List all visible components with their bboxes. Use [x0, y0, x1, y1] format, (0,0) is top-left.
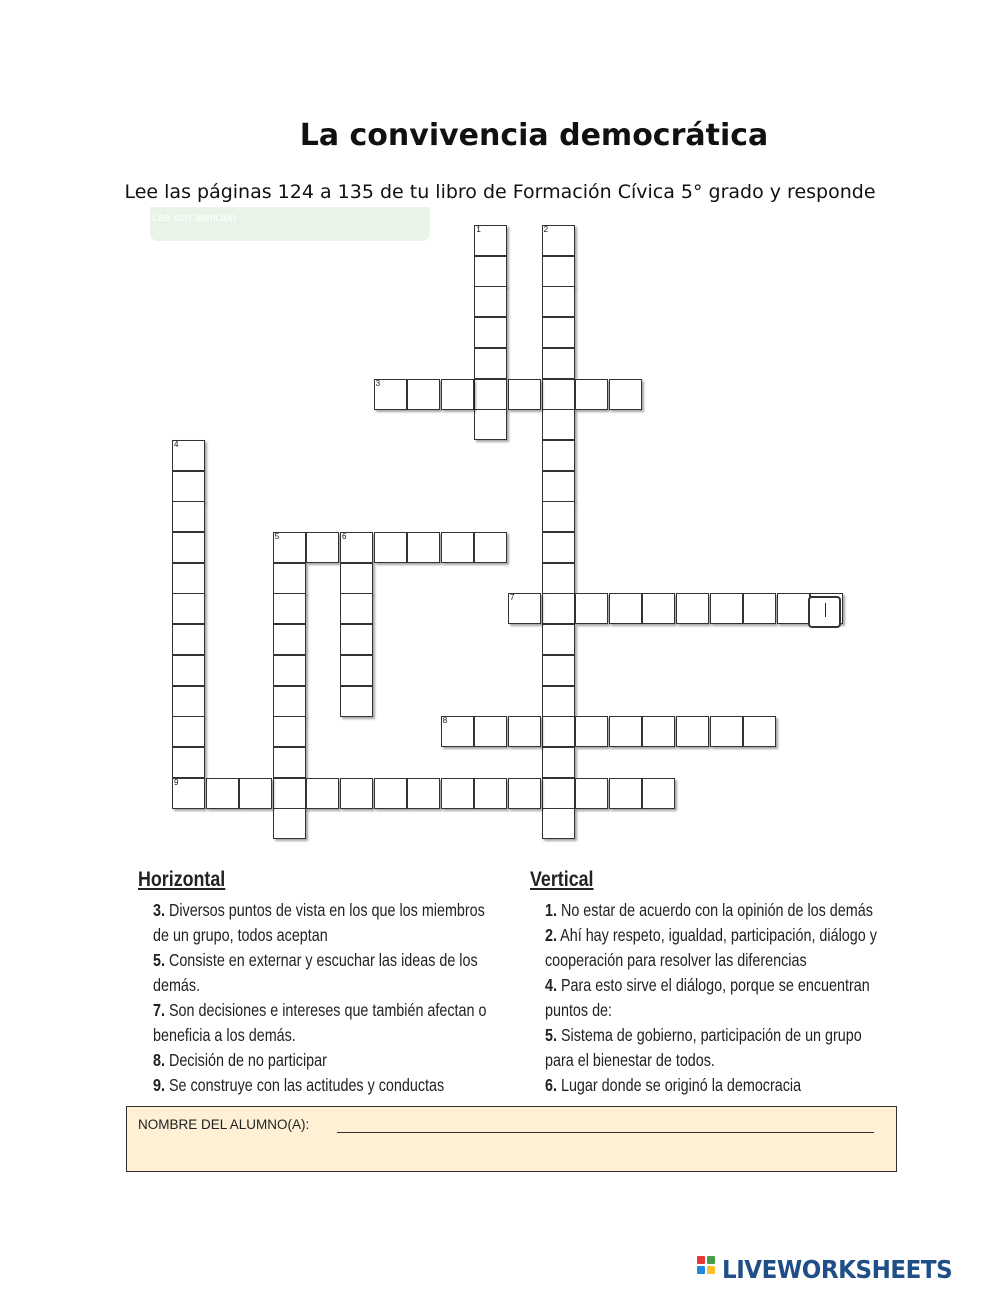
crossword-cell[interactable] — [508, 778, 541, 809]
clue-text: beneficia a los demás. — [153, 1025, 296, 1045]
crossword-cell[interactable] — [273, 593, 306, 624]
crossword-cell[interactable] — [575, 593, 608, 624]
crossword-cell-input[interactable] — [442, 717, 473, 746]
crossword-cell-input[interactable] — [375, 533, 406, 562]
clue-number-label: 6. — [545, 1075, 557, 1095]
crossword-cell-input[interactable] — [543, 779, 574, 808]
instructions-text: Lee las páginas 124 a 135 de tu libro de Formación Cívica 5° grado y responde — [124, 181, 876, 203]
crossword-cell[interactable] — [642, 778, 675, 809]
crossword-cell-input[interactable] — [509, 717, 540, 746]
clue-number-label: 5. — [153, 950, 165, 970]
crossword-cell[interactable] — [172, 471, 205, 502]
crossword-cell[interactable] — [710, 716, 743, 747]
crossword-cell-input[interactable] — [744, 594, 775, 623]
crossword-cell-input[interactable] — [274, 625, 305, 654]
crossword-cell-input[interactable] — [543, 717, 574, 746]
crossword-cell[interactable] — [172, 532, 205, 563]
vertical-clue — [545, 1073, 877, 1098]
horizontal-clue — [153, 948, 486, 973]
crossword-cell[interactable] — [542, 225, 575, 256]
crossword-cell-input[interactable] — [274, 533, 305, 562]
crossword-cell-input[interactable] — [677, 594, 708, 623]
clue-number: 8 — [442, 716, 448, 726]
crossword-cell[interactable] — [273, 624, 306, 655]
crossword-cell[interactable] — [542, 471, 575, 502]
crossword-cell[interactable] — [273, 808, 306, 839]
crossword-cell-input[interactable] — [475, 318, 506, 347]
crossword-cell[interactable] — [743, 716, 776, 747]
crossword-cell[interactable] — [474, 532, 507, 563]
crossword-cell[interactable] — [575, 778, 608, 809]
vertical-clue — [545, 898, 877, 923]
crossword-cell-input[interactable] — [509, 779, 540, 808]
crossword-cell-input[interactable] — [509, 594, 540, 623]
crossword-cell-input[interactable] — [173, 502, 204, 531]
crossword-cell-input[interactable] — [408, 380, 439, 409]
vertical-clue — [545, 998, 877, 1023]
crossword-cell[interactable] — [542, 624, 575, 655]
crossword-cell[interactable] — [340, 655, 373, 686]
crossword-cell[interactable] — [642, 593, 675, 624]
crossword-cell-input[interactable] — [173, 779, 204, 808]
clue-number: 6 — [342, 532, 347, 541]
horizontal-clue — [153, 898, 486, 923]
crossword-cell[interactable] — [575, 716, 608, 747]
crossword-cell[interactable] — [172, 655, 205, 686]
crossword-cell-input[interactable] — [509, 380, 540, 409]
crossword-cell[interactable] — [743, 593, 776, 624]
crossword-cell-input[interactable] — [475, 257, 506, 286]
crossword-cell[interactable] — [508, 593, 541, 624]
clue-text: Ahí hay respeto, igualdad, participación, diálogo y — [556, 925, 877, 945]
crossword-cell-input[interactable] — [475, 410, 506, 439]
crossword-cell[interactable] — [676, 593, 709, 624]
crossword-cell[interactable] — [340, 686, 373, 717]
crossword-cell-input[interactable] — [543, 410, 574, 439]
crossword-cell-input[interactable] — [475, 380, 506, 409]
crossword-cell-input[interactable] — [375, 779, 406, 808]
crossword-cell-input[interactable] — [173, 717, 204, 746]
crossword-cell-input[interactable] — [543, 687, 574, 716]
crossword-cell-input[interactable] — [442, 380, 473, 409]
crossword-cell-input[interactable] — [643, 717, 674, 746]
crossword-cell[interactable] — [374, 532, 407, 563]
crossword-cell[interactable] — [340, 778, 373, 809]
crossword-cell-input[interactable] — [341, 779, 372, 808]
crossword-cell-input[interactable] — [543, 226, 574, 255]
crossword-cell[interactable] — [340, 624, 373, 655]
clue-number: 1 — [476, 225, 481, 234]
crossword-cell[interactable] — [441, 379, 474, 410]
vertical-clue — [545, 1048, 877, 1073]
crossword-cell-input[interactable] — [543, 287, 574, 316]
crossword-cell-input[interactable] — [173, 472, 204, 501]
clue-number: 9 — [174, 777, 179, 787]
crossword-cell-input[interactable] — [274, 687, 305, 716]
crossword-cell[interactable] — [542, 317, 575, 348]
crossword-cell[interactable] — [172, 593, 205, 624]
crossword-cell[interactable] — [239, 778, 272, 809]
crossword-cell-input[interactable] — [643, 779, 674, 808]
crossword-cell[interactable] — [172, 716, 205, 747]
crossword-cell[interactable] — [374, 379, 407, 410]
crossword-cell[interactable] — [474, 317, 507, 348]
crossword-cell-input[interactable] — [475, 226, 506, 255]
crossword-cell[interactable] — [441, 716, 474, 747]
crossword-cell[interactable] — [273, 532, 306, 563]
logo-text: LIVEWORKSHEETS — [722, 1254, 953, 1284]
clue-text: demás. — [153, 975, 201, 995]
crossword-cell-input[interactable] — [475, 717, 506, 746]
faded-banner-text: Lee con atención — [152, 212, 236, 224]
crossword-cell-input[interactable] — [173, 687, 204, 716]
crossword-cell-input[interactable] — [576, 779, 607, 808]
horizontal-clue — [153, 1048, 486, 1073]
page-title: La convivencia democrática — [299, 118, 769, 153]
clue-number-label: 4. — [545, 975, 557, 995]
clue-text: para el bienestar de todos. — [545, 1050, 715, 1070]
crossword-cell-input[interactable] — [173, 564, 204, 593]
crossword-cell-input[interactable] — [307, 533, 338, 562]
crossword-cell-input[interactable] — [341, 656, 372, 685]
clue-number-label: 3. — [153, 900, 165, 920]
crossword-cell[interactable] — [542, 501, 575, 532]
horizontal-clue — [153, 998, 486, 1023]
crossword-cell-input[interactable] — [341, 594, 372, 623]
crossword-cell[interactable] — [407, 379, 440, 410]
crossword-cell-input[interactable] — [543, 349, 574, 378]
crossword-cell[interactable] — [474, 225, 507, 256]
crossword-cell-input[interactable] — [375, 380, 406, 409]
crossword-cell[interactable] — [340, 563, 373, 594]
crossword-cell-input[interactable] — [543, 748, 574, 777]
crossword-cell-input[interactable] — [341, 625, 372, 654]
crossword-cell-input[interactable] — [173, 594, 204, 623]
horizontal-heading: Horizontal — [138, 868, 226, 891]
crossword-cell[interactable] — [273, 747, 306, 778]
crossword-cell-input[interactable] — [610, 779, 641, 808]
crossword-cell[interactable] — [542, 256, 575, 287]
clue-text: puntos de: — [545, 1000, 613, 1020]
vertical-clue — [545, 973, 877, 998]
crossword-cell[interactable] — [542, 716, 575, 747]
active-answer-cell[interactable] — [808, 596, 841, 628]
crossword-cell-input[interactable] — [274, 779, 305, 808]
crossword-cell[interactable] — [609, 716, 642, 747]
crossword-cell-input[interactable] — [173, 625, 204, 654]
crossword-cell[interactable] — [676, 716, 709, 747]
clue-text: cooperación para resolver las diferencias — [545, 950, 807, 970]
liveworksheets-logo — [697, 1254, 972, 1284]
crossword-cell-input[interactable] — [543, 564, 574, 593]
clue-number: 3 — [375, 378, 381, 388]
crossword-cell-input[interactable] — [643, 594, 674, 623]
crossword-cell-input[interactable] — [274, 564, 305, 593]
crossword-cell[interactable] — [474, 256, 507, 287]
crossword-cell[interactable] — [340, 593, 373, 624]
crossword-cell-input[interactable] — [274, 717, 305, 746]
crossword-cell-input[interactable] — [610, 380, 641, 409]
crossword-cell-input[interactable] — [240, 779, 271, 808]
crossword-cell[interactable] — [474, 286, 507, 317]
crossword-cell-input[interactable] — [274, 809, 305, 838]
crossword-cell[interactable] — [206, 778, 239, 809]
crossword-cell-input[interactable] — [475, 349, 506, 378]
crossword-cell-input[interactable] — [543, 533, 574, 562]
crossword-cell-input[interactable] — [711, 717, 742, 746]
crossword-cell-input[interactable] — [711, 594, 742, 623]
clue-text: Diversos puntos de vista en los que los miembros — [164, 900, 485, 920]
crossword-cell[interactable] — [542, 747, 575, 778]
crossword-cell[interactable] — [609, 778, 642, 809]
clue-text: Decisión de no participar — [164, 1050, 327, 1070]
crossword-cell[interactable] — [542, 563, 575, 594]
crossword-cell-input[interactable] — [610, 594, 641, 623]
crossword-cell[interactable] — [172, 563, 205, 594]
horizontal-clue — [153, 973, 486, 998]
student-name-label: NOMBRE DEL ALUMNO(A): — [138, 1117, 310, 1132]
crossword-cell-input[interactable] — [408, 533, 439, 562]
crossword-cell-input[interactable] — [475, 533, 506, 562]
student-name-box — [126, 1106, 897, 1172]
clue-text: Son decisiones e intereses que también afectan o — [164, 1000, 487, 1020]
crossword-cell-input[interactable] — [307, 779, 338, 808]
crossword-cell-input[interactable] — [744, 717, 775, 746]
vertical-heading: Vertical — [530, 868, 594, 891]
crossword-cell-input[interactable] — [576, 594, 607, 623]
crossword-cell-input[interactable] — [543, 472, 574, 501]
clue-number-label: 8. — [153, 1050, 165, 1070]
crossword-cell-input[interactable] — [576, 380, 607, 409]
crossword-cell-input[interactable] — [778, 594, 809, 623]
clue-text: de un grupo, todos aceptan — [153, 925, 328, 945]
crossword-cell-input[interactable] — [173, 656, 204, 685]
crossword-cell[interactable] — [172, 686, 205, 717]
clue-text: No estar de acuerdo con la opinión de los demás — [556, 900, 873, 920]
crossword-cell-input[interactable] — [543, 625, 574, 654]
crossword-cell-input[interactable] — [543, 656, 574, 685]
clue-number: 5 — [274, 532, 280, 541]
crossword-cell[interactable] — [172, 778, 205, 809]
crossword-cell-input[interactable] — [543, 441, 574, 470]
horizontal-clue — [153, 1023, 486, 1048]
crossword-cell[interactable] — [710, 593, 743, 624]
crossword-cell-input[interactable] — [173, 533, 204, 562]
crossword-cell[interactable] — [374, 778, 407, 809]
crossword-cell[interactable] — [542, 808, 575, 839]
crossword-cell[interactable] — [609, 593, 642, 624]
crossword-cell-input[interactable] — [543, 380, 574, 409]
clue-number-label: 1. — [545, 900, 557, 920]
crossword-cell[interactable] — [474, 348, 507, 379]
crossword-cell-input[interactable] — [274, 656, 305, 685]
crossword-cell[interactable] — [172, 747, 205, 778]
crossword-cell[interactable] — [542, 440, 575, 471]
clue-text: Para esto sirve el diálogo, porque se encuentran — [556, 975, 870, 995]
crossword-cell[interactable] — [508, 379, 541, 410]
crossword-cell[interactable] — [542, 593, 575, 624]
crossword-cell[interactable] — [172, 501, 205, 532]
crossword-cell[interactable] — [542, 778, 575, 809]
crossword-cell[interactable] — [508, 716, 541, 747]
crossword-cell-input[interactable] — [173, 748, 204, 777]
crossword-cell[interactable] — [441, 532, 474, 563]
crossword-cell[interactable] — [273, 655, 306, 686]
crossword-cell-input[interactable] — [576, 717, 607, 746]
vertical-clues — [530, 868, 950, 1098]
clue-number: 2 — [543, 225, 549, 234]
clue-number-label: 2. — [545, 925, 557, 945]
crossword-cell[interactable] — [273, 686, 306, 717]
crossword-cell[interactable] — [273, 778, 306, 809]
crossword-cell-input[interactable] — [341, 564, 372, 593]
crossword-cell-input[interactable] — [543, 594, 574, 623]
horizontal-clue — [153, 923, 486, 948]
crossword-cell[interactable] — [474, 409, 507, 440]
clue-number-label: 9. — [153, 1075, 165, 1095]
crossword-cell[interactable] — [474, 716, 507, 747]
crossword-cell-input[interactable] — [274, 594, 305, 623]
crossword-cell[interactable] — [407, 532, 440, 563]
crossword-cell[interactable] — [609, 379, 642, 410]
crossword-cell[interactable] — [575, 379, 608, 410]
crossword-cell[interactable] — [542, 686, 575, 717]
clue-number: 4 — [174, 439, 179, 449]
crossword-cell-input[interactable] — [408, 779, 439, 808]
crossword-cell-input[interactable] — [274, 748, 305, 777]
clue-text: Sistema de gobierno, participación de un grupo — [556, 1025, 862, 1045]
horizontal-clues — [138, 868, 560, 1098]
crossword-cell[interactable] — [172, 624, 205, 655]
crossword-cell-input[interactable] — [442, 779, 473, 808]
crossword-cell[interactable] — [306, 532, 339, 563]
clue-number-label: 7. — [153, 1000, 165, 1020]
crossword-cell-input[interactable] — [442, 533, 473, 562]
vertical-clue — [545, 948, 877, 973]
crossword-cell-input[interactable] — [543, 502, 574, 531]
logo-icon — [697, 1256, 719, 1282]
crossword-cell[interactable] — [542, 532, 575, 563]
clue-text: Lugar donde se originó la democracia — [556, 1075, 802, 1095]
horizontal-clue — [153, 1073, 486, 1098]
crossword-cell[interactable] — [407, 778, 440, 809]
clue-text: Se construye con las actitudes y conductas — [164, 1075, 445, 1095]
crossword-cell[interactable] — [474, 379, 507, 410]
crossword-cell[interactable] — [474, 778, 507, 809]
vertical-clue — [545, 923, 877, 948]
clue-number: 7 — [510, 593, 515, 603]
crossword-cell[interactable] — [306, 778, 339, 809]
crossword-cell[interactable] — [542, 379, 575, 410]
crossword-cell-input[interactable] — [543, 809, 574, 838]
crossword-cell[interactable] — [542, 286, 575, 317]
crossword-cell-input[interactable] — [341, 687, 372, 716]
clue-text: Consiste en externar y escuchar las ideas de los — [164, 950, 478, 970]
crossword-cell-input[interactable] — [543, 257, 574, 286]
crossword-cell[interactable] — [642, 716, 675, 747]
crossword-cell[interactable] — [441, 778, 474, 809]
crossword-cell[interactable] — [273, 563, 306, 594]
crossword-cell[interactable] — [542, 655, 575, 686]
crossword-cell[interactable] — [172, 440, 205, 471]
crossword-cell[interactable] — [273, 716, 306, 747]
crossword-cell-input[interactable] — [173, 441, 204, 470]
crossword-cell[interactable] — [542, 409, 575, 440]
crossword-cell-input[interactable] — [543, 318, 574, 347]
crossword-cell[interactable] — [777, 593, 810, 624]
crossword-cell-input[interactable] — [677, 717, 708, 746]
crossword-cell-input[interactable] — [475, 779, 506, 808]
crossword-cell-input[interactable] — [610, 717, 641, 746]
crossword-cell[interactable] — [340, 532, 373, 563]
clue-number-label: 5. — [545, 1025, 557, 1045]
crossword-cell-input[interactable] — [207, 779, 238, 808]
crossword-cell-input[interactable] — [341, 533, 372, 562]
vertical-clue — [545, 1023, 877, 1048]
crossword-cell[interactable] — [542, 348, 575, 379]
student-name-input[interactable] — [337, 1118, 874, 1133]
crossword-cell-input[interactable] — [475, 287, 506, 316]
